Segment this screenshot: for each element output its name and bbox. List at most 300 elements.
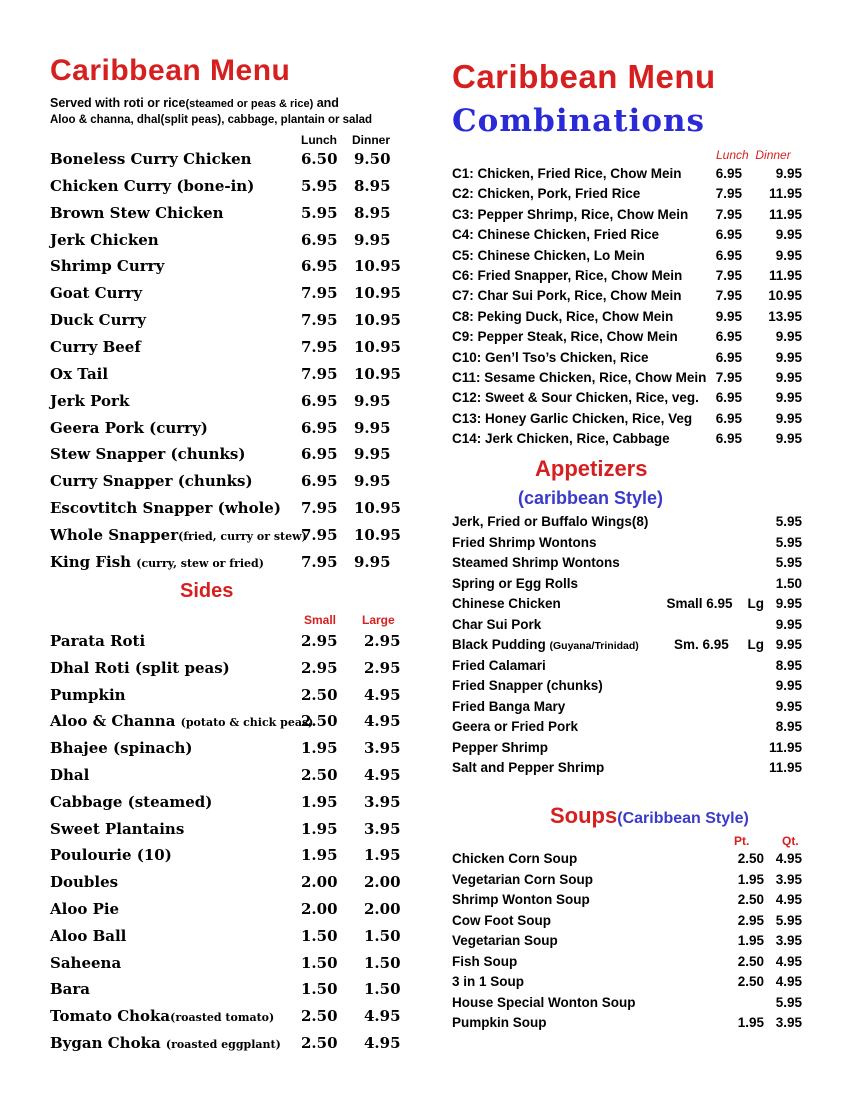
appetizer-price: 9.95: [775, 637, 802, 652]
large-price: 2.00: [364, 900, 401, 918]
appetizer-name: [452, 514, 648, 529]
lunch-price: 6.95: [301, 472, 338, 491]
combo-name: C14: Jerk Chicken, Rice, Cabbage: [452, 431, 670, 447]
pint-price: 1.95: [737, 933, 764, 948]
item-name: [50, 553, 264, 571]
item-label: Pepper Shrimp: [452, 739, 549, 755]
item-note: (Guyana/Trinidad): [549, 640, 639, 652]
item-name: [50, 632, 145, 650]
served-with-line1: Served with roti or rice(steamed or peas & rice) and: [50, 96, 339, 110]
item-label: Duck Curry: [50, 311, 147, 330]
quart-price: 3.95: [775, 1015, 802, 1030]
side-row: [50, 659, 410, 686]
quart-price: 5.95: [775, 912, 802, 928]
appetizer-name: [452, 760, 604, 775]
item-label: Brown Stew Chicken: [50, 203, 224, 222]
appetizer-row: [452, 596, 804, 616]
appetizer-price: 8.95: [775, 657, 802, 673]
dinner-price: 9.95: [775, 247, 802, 263]
item-name: [50, 820, 184, 838]
lunch-price: 7.95: [301, 525, 338, 544]
combo-name: C7: Char Sui Pork, Rice, Chow Mein: [452, 288, 682, 304]
dinner-price: 9.95: [775, 431, 802, 447]
soup-row: [452, 933, 804, 953]
soup-row: [452, 995, 804, 1015]
entree-row: [50, 311, 410, 338]
lunch-price: 6.95: [301, 257, 338, 276]
pint-price: 1.95: [737, 871, 764, 887]
appetizer-name: [452, 555, 620, 570]
soup-name: Vegetarian Soup: [452, 933, 558, 948]
quart-price: 3.95: [775, 871, 802, 887]
appetizer-price: 9.95: [775, 678, 802, 693]
item-label: Doubles: [50, 873, 119, 892]
dinner-price: 9.95: [354, 445, 391, 464]
item-name: [50, 338, 141, 356]
left-menu-title: Caribbean Menu: [50, 54, 291, 87]
entree-row: [50, 445, 410, 472]
entree-row: [50, 419, 410, 446]
small-price: 2.50: [301, 1034, 338, 1052]
item-name: [50, 231, 159, 249]
item-label: Aloo Ball: [50, 926, 127, 945]
large-price: 3.95: [364, 739, 401, 758]
appetizer-price: 9.95: [775, 616, 802, 632]
lunch-price: 6.95: [715, 431, 742, 447]
item-label: Chinese Chicken: [452, 596, 561, 611]
lunch-price: 7.95: [301, 311, 338, 330]
combo-row: [452, 350, 804, 370]
lunch-price: 6.95: [715, 227, 742, 243]
large-price: 1.50: [364, 980, 401, 999]
small-price: 2.95: [301, 658, 338, 677]
dinner-price: 10.95: [354, 311, 401, 330]
item-label: Fried Calamari: [452, 657, 546, 673]
dinner-price: 11.95: [768, 186, 802, 202]
appetizer-row: [452, 719, 804, 739]
entree-row: [50, 392, 410, 419]
item-note: (curry, stew or fried): [136, 556, 264, 570]
small-price: 2.50: [301, 1007, 338, 1026]
combo-row: [452, 186, 804, 206]
lunch-price: 6.95: [715, 166, 742, 181]
appetizer-name: [452, 678, 603, 693]
appetizer-name: [452, 658, 546, 673]
dinner-price: 9.95: [775, 349, 802, 365]
appetizer-price: 5.95: [775, 514, 802, 529]
side-row: [50, 820, 410, 847]
combo-row: [452, 370, 804, 390]
appetizer-price: 11.95: [768, 739, 802, 755]
soup-row: [452, 892, 804, 912]
item-label: Black Pudding: [452, 637, 550, 652]
item-name: [50, 311, 146, 329]
item-name: [50, 499, 281, 517]
appetizers-subtitle: (caribbean Style): [518, 488, 664, 508]
item-label: Escovtitch Snapper (whole): [50, 499, 281, 518]
item-name: [50, 177, 254, 195]
soups-subtitle: (Caribbean Style): [617, 810, 749, 827]
entree-row: [50, 553, 410, 580]
item-name: [50, 712, 313, 730]
lunch-price: 7.95: [301, 552, 338, 571]
lunch-price: 7.95: [715, 370, 742, 385]
item-label: Fried Shrimp Wontons: [452, 534, 597, 550]
pint-price: 2.50: [737, 953, 764, 969]
appetizer-price: 5.95: [775, 534, 802, 550]
pint-price: 2.50: [737, 851, 764, 866]
item-label: Bhajee (spinach): [50, 739, 193, 758]
item-name: [50, 1007, 274, 1025]
item-name: [50, 900, 119, 918]
lunch-price: 6.95: [301, 418, 338, 437]
dinner-price: 9.95: [775, 410, 802, 426]
soup-name: Pumpkin Soup: [452, 1015, 547, 1030]
combo-name: C10: Gen’l Tso’s Chicken, Rice: [452, 349, 649, 365]
dinner-price: 9.95: [354, 418, 391, 437]
item-label: Chicken Curry (bone-in): [50, 176, 255, 195]
quart-price: 4.95: [775, 851, 802, 866]
size-prices: Sm. 6.95 Lg: [673, 637, 764, 652]
large-price: 4.95: [364, 766, 401, 784]
soup-name: Vegetarian Corn Soup: [452, 871, 594, 887]
combo-name: C4: Chinese Chicken, Fried Rice: [452, 227, 660, 243]
appetizer-name: [452, 617, 541, 632]
soups-title: Soups: [550, 803, 618, 828]
lunch-price: 7.95: [715, 206, 742, 222]
item-name: [50, 739, 193, 757]
combo-row: [452, 309, 804, 329]
combo-name: C1: Chicken, Fried Rice, Chow Mein: [452, 166, 682, 181]
item-label: Tomato Choka: [50, 1007, 171, 1026]
combo-row: [452, 207, 804, 227]
item-name: [50, 284, 142, 302]
item-name: [50, 419, 208, 437]
item-label: Sweet Plantains: [50, 819, 185, 838]
pint-price: 1.95: [737, 1015, 764, 1030]
item-name: [50, 766, 89, 784]
appetizer-name: [452, 699, 565, 714]
appetizer-name: [452, 740, 548, 755]
side-row: [50, 793, 410, 820]
item-label: Spring or Egg Rolls: [452, 575, 579, 591]
appetizer-name: [452, 637, 639, 652]
item-note: (fried, curry or stew): [178, 529, 307, 543]
appetizer-name: [452, 596, 561, 611]
item-name: [50, 980, 90, 998]
small-price: 1.95: [301, 846, 338, 865]
combo-row: [452, 329, 804, 349]
item-label: Stew Snapper (chunks): [50, 445, 246, 464]
large-column-header: Large: [362, 613, 395, 627]
small-price: 2.00: [301, 900, 338, 918]
large-price: 2.95: [364, 658, 401, 677]
quart-price: 5.95: [775, 994, 802, 1010]
combo-name: C12: Sweet & Sour Chicken, Rice, veg.: [452, 390, 699, 406]
appetizer-row: [452, 535, 804, 555]
dinner-price: 9.95: [354, 230, 391, 249]
combo-row: [452, 268, 804, 288]
item-label: Parata Roti: [50, 632, 146, 650]
item-name: [50, 954, 121, 972]
item-label: Cabbage (steamed): [50, 792, 213, 811]
lunch-price: 6.95: [301, 391, 338, 410]
combo-name: C11: Sesame Chicken, Rice, Chow Mein: [452, 370, 707, 385]
dinner-price: 9.95: [775, 390, 802, 406]
soup-row: [452, 872, 804, 892]
combo-name: C6: Fried Snapper, Rice, Chow Mein: [452, 268, 683, 283]
combo-row: [452, 431, 804, 451]
dinner-price: 8.95: [354, 203, 391, 222]
side-row: [50, 927, 410, 954]
dinner-price: 10.95: [354, 364, 401, 383]
lunch-price: 5.95: [301, 176, 338, 195]
item-name: [50, 526, 307, 544]
entree-row: [50, 472, 410, 499]
item-label: Boneless Curry Chicken: [50, 150, 252, 168]
pint-price: 2.95: [737, 912, 764, 928]
entree-row: [50, 257, 410, 284]
item-note: (potato & chick peas): [180, 716, 314, 730]
dinner-column-header: Dinner: [352, 133, 391, 147]
appetizer-row: [452, 514, 804, 534]
lunch-price: 7.95: [301, 499, 338, 518]
soup-name: Shrimp Wonton Soup: [452, 892, 590, 907]
side-row: [50, 873, 410, 900]
appetizer-price: 5.95: [775, 555, 802, 570]
pt-column-header: Pt.: [734, 834, 750, 848]
small-price: 1.95: [301, 792, 338, 811]
pint-price: 2.50: [737, 974, 764, 989]
dinner-price: 10.95: [354, 284, 401, 303]
appetizers-title: Appetizers: [535, 456, 648, 481]
soup-row: [452, 1015, 804, 1035]
combo-name: C2: Chicken, Pork, Fried Rice: [452, 186, 641, 202]
side-row: [50, 846, 410, 873]
appetizer-price: 11.95: [768, 760, 802, 775]
lunch-price: 6.95: [715, 247, 742, 263]
quart-price: 4.95: [775, 974, 802, 989]
combo-row: [452, 390, 804, 410]
right-menu-title: Caribbean Menu: [452, 58, 716, 95]
qt-column-header: Qt.: [782, 834, 799, 848]
item-label: Geera or Fried Pork: [452, 719, 579, 734]
entree-row: [50, 284, 410, 311]
item-label: Bygan Choka: [50, 1034, 166, 1052]
large-price: 4.95: [364, 712, 401, 731]
combinations-title: Combinations: [452, 103, 705, 139]
small-price: 1.50: [301, 980, 338, 999]
appetizer-row: [452, 699, 804, 719]
item-label: Dhal: [50, 766, 90, 784]
large-price: 2.00: [364, 873, 401, 892]
small-price: 2.95: [301, 632, 338, 650]
dinner-price: 9.95: [775, 370, 802, 385]
quart-price: 3.95: [775, 933, 802, 948]
appetizer-name: [452, 576, 578, 591]
small-price: 1.95: [301, 739, 338, 758]
large-price: 4.95: [364, 685, 401, 704]
combo-row: [452, 411, 804, 431]
dinner-price: 9.95: [775, 329, 802, 345]
small-price: 1.95: [301, 819, 338, 838]
combo-name: C9: Pepper Steak, Rice, Chow Mein: [452, 329, 678, 345]
entree-row: [50, 150, 410, 177]
item-name: [50, 927, 126, 945]
lunch-price: 7.95: [301, 364, 338, 383]
appetizer-row: [452, 555, 804, 575]
dinner-price: 10.95: [768, 288, 802, 304]
item-label: Goat Curry: [50, 284, 143, 303]
item-label: Bara: [50, 980, 91, 999]
appetizer-price: 1.50: [775, 575, 802, 591]
appetizer-name: [452, 535, 597, 550]
lunch-price: 6.50: [301, 150, 338, 168]
item-name: [50, 445, 245, 463]
appetizer-row: [452, 617, 804, 637]
small-price: 1.50: [301, 953, 338, 972]
side-row: [50, 712, 410, 739]
item-name: [50, 150, 252, 168]
item-label: Steamed Shrimp Wontons: [452, 555, 620, 570]
item-name: [50, 873, 118, 891]
lunch-price: 5.95: [301, 203, 338, 222]
size-prices: Small 6.95 Lg: [666, 596, 764, 611]
soup-row: [452, 954, 804, 974]
small-price: 2.00: [301, 873, 338, 892]
item-label: Jerk Chicken: [50, 230, 159, 249]
sides-title: Sides: [180, 580, 234, 602]
dinner-price: 10.95: [354, 257, 401, 276]
lunch-price: 6.95: [715, 349, 742, 365]
entree-row: [50, 177, 410, 204]
entree-row: [50, 526, 410, 553]
large-price: 1.50: [364, 926, 401, 945]
small-price: 2.50: [301, 685, 338, 704]
combo-row: [452, 248, 804, 268]
large-price: 1.95: [364, 846, 401, 865]
side-row: [50, 980, 410, 1007]
item-note: (roasted tomato): [170, 1011, 275, 1025]
entree-row: [50, 365, 410, 392]
appetizer-row: [452, 658, 804, 678]
item-label: Jerk, Fried or Buffalo Wings(8): [452, 514, 649, 529]
combo-name: C13: Honey Garlic Chicken, Rice, Veg: [452, 410, 693, 426]
lunch-dinner-header: Lunch Dinner: [716, 148, 791, 162]
appetizer-price: 9.95: [775, 698, 802, 714]
lunch-price: 6.95: [715, 329, 742, 345]
small-price: 1.50: [301, 926, 338, 945]
soup-name: Cow Foot Soup: [452, 912, 551, 928]
appetizer-name: [452, 719, 578, 734]
quart-price: 4.95: [775, 892, 802, 907]
item-label: Dhal Roti (split peas): [50, 658, 230, 677]
lunch-price: 6.95: [301, 445, 338, 464]
lunch-price: 6.95: [301, 230, 338, 249]
side-row: [50, 686, 410, 713]
dinner-price: 10.95: [354, 499, 401, 518]
lunch-price: 9.95: [715, 308, 742, 324]
dinner-price: 9.95: [775, 166, 802, 181]
side-row: [50, 1034, 410, 1061]
side-row: [50, 632, 410, 659]
side-row: [50, 954, 410, 981]
large-price: 3.95: [364, 819, 401, 838]
lunch-price: 7.95: [715, 186, 742, 202]
large-price: 4.95: [364, 1007, 401, 1026]
item-label: Curry Snapper (chunks): [50, 472, 253, 491]
entree-row: [50, 231, 410, 258]
dinner-price: 9.95: [775, 227, 802, 243]
item-label: Shrimp Curry: [50, 257, 165, 276]
appetizer-row: [452, 678, 804, 698]
item-name: [50, 1034, 281, 1052]
item-label: Saheena: [50, 953, 122, 972]
served-with-line2: Aloo & channa, dhal(split peas), cabbage, plantain or salad: [50, 114, 373, 126]
soup-row: [452, 974, 804, 994]
dinner-price: 9.95: [354, 472, 391, 491]
combo-row: [452, 166, 804, 186]
item-note: (roasted eggplant): [165, 1038, 281, 1051]
dinner-price: 13.95: [768, 308, 802, 324]
item-label: Jerk Pork: [50, 391, 130, 410]
large-price: 2.95: [364, 632, 401, 650]
item-label: Ox Tail: [50, 364, 109, 383]
item-name: [50, 204, 224, 222]
lunch-price: 7.95: [715, 288, 742, 304]
large-price: 1.50: [364, 953, 401, 972]
item-name: [50, 392, 129, 410]
entree-row: [50, 204, 410, 231]
item-label: Pumpkin: [50, 685, 126, 704]
item-label: Aloo & Channa: [50, 712, 181, 731]
item-name: [50, 846, 172, 864]
item-label: Fried Snapper (chunks): [452, 678, 603, 693]
item-name: [50, 659, 230, 677]
dinner-price: 11.95: [768, 206, 802, 222]
lunch-price: 6.95: [715, 410, 742, 426]
lunch-price: 7.95: [301, 337, 338, 356]
side-row: [50, 739, 410, 766]
combo-row: [452, 288, 804, 308]
appetizer-price: 8.95: [775, 719, 802, 734]
item-label: Whole Snapper: [50, 525, 179, 544]
item-label: Char Sui Pork: [452, 616, 542, 632]
soup-name: 3 in 1 Soup: [452, 974, 525, 989]
soup-name: House Special Wonton Soup: [452, 994, 636, 1010]
lunch-price: 7.95: [715, 268, 742, 283]
dinner-price: 9.95: [354, 391, 391, 410]
combo-name: C8: Peking Duck, Rice, Chow Mein: [452, 308, 674, 324]
item-label: Curry Beef: [50, 337, 141, 356]
item-label: King Fish: [50, 552, 137, 571]
item-name: [50, 365, 108, 383]
dinner-price: 10.95: [354, 337, 401, 356]
entree-row: [50, 338, 410, 365]
dinner-price: 9.95: [354, 552, 391, 571]
side-row: [50, 900, 410, 927]
combo-name: C3: Pepper Shrimp, Rice, Chow Mein: [452, 206, 689, 222]
item-name: [50, 793, 212, 811]
item-name: [50, 686, 126, 704]
dinner-price: 11.95: [768, 268, 802, 283]
entree-row: [50, 499, 410, 526]
appetizer-price: 9.95: [775, 596, 802, 611]
soups-heading: [550, 803, 749, 829]
appetizer-row: [452, 576, 804, 596]
pint-price: 2.50: [737, 892, 764, 907]
dinner-price: 10.95: [354, 525, 401, 544]
